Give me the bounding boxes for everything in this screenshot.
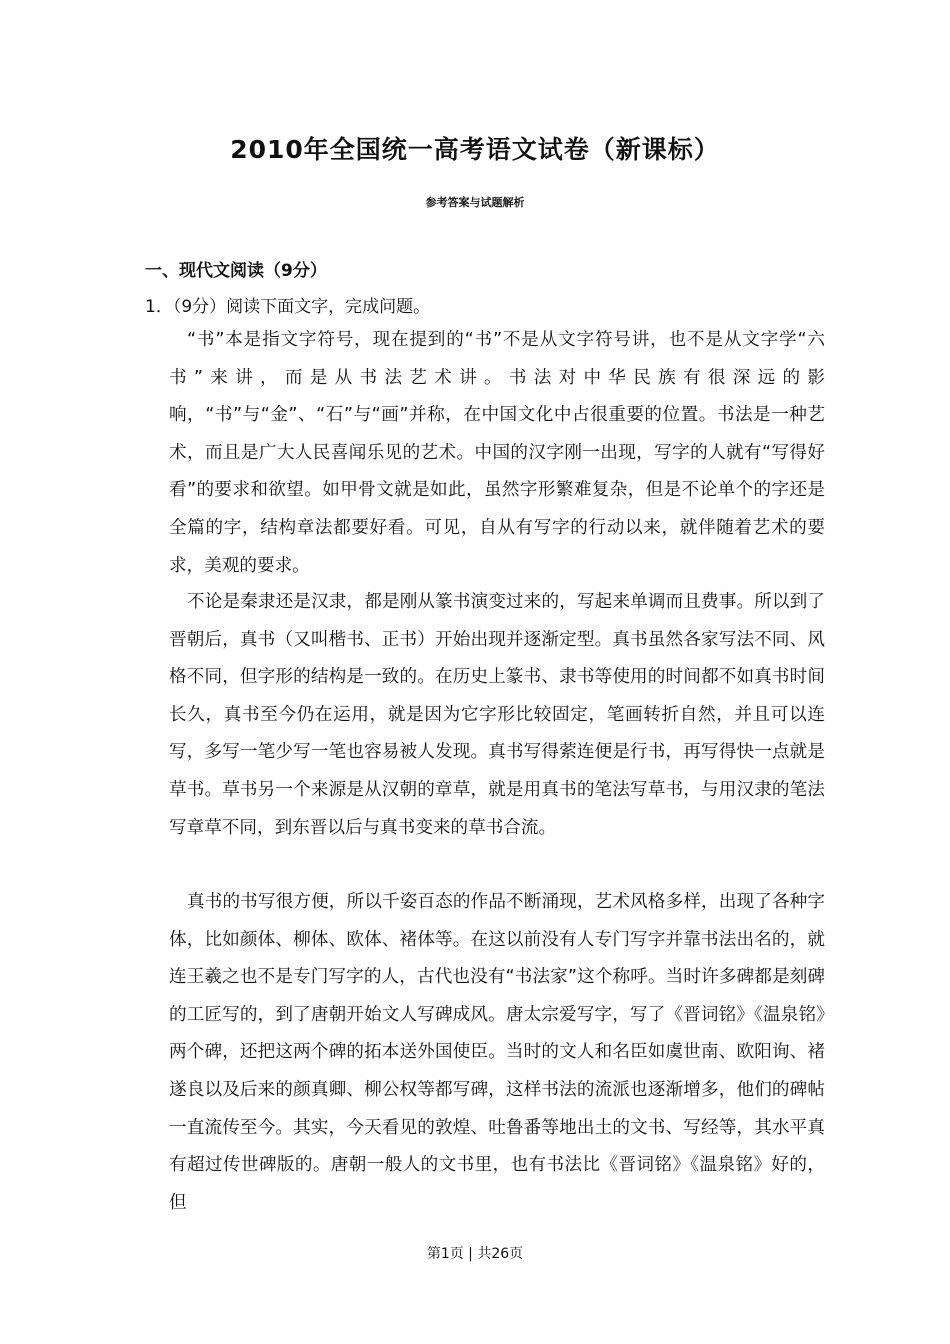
- document-subtitle: 参考答案与试题解析: [425, 196, 525, 209]
- page-footer: 第1页 | 共26页: [426, 1246, 524, 1262]
- passage-paragraph-1: “书”本是指文字符号，现在提到的“书”不是从文字符号讲，也不是从文字学“六书”来讲，而是从书法艺术讲。书法对中华民族有很深远的影响，“书”与“金”、“石”与“画”并称，在中国文化中占很重要的位置。书法是一种艺术，而且是广大人民喜闻乐见的艺术。中国的汉字刚一出现，写字的人就有“写得好看”的要求和欲望。如甲骨文就是如此，虽然字形繁难复杂，但是不论单个的字还是全篇的字，结构章法都要好看。可见，自从有写字的行动以来，就伴随着艺术的要求，美观的要求。: [169, 330, 825, 576]
- passage-paragraph-3: 真书的书写很方便，所以千姿百态的作品不断涌现，艺术风格多样，出现了各种字体，比如颜体、柳体、欧体、褚体等。在这以前没有人专门写字并靠书法出名的，就连王羲之也不是专门写字的人，古代也没有“书法家”这个称呼。当时许多碑都是刻碑的工匠写的，到了唐朝开始文人写碑成风。唐太宗爱写字，写了《晋词铭》《温泉铭》两个碑，还把这两个碑的拓本送外国使臣。当时的文人和名臣如虞世南、欧阳询、褚遂良以及后来的颜真卿、柳公权等都写碑，这样书法的流派也逐渐增多，他们的碑帖一直流传至今。其实，今天看见的敦煌、吐鲁番等地出土的文书、写经等，其水平真有超过传世碑版的。唐朝一般人的文书里，也有书法比《晋词铭》《温泉铭》好的，但: [169, 892, 825, 1213]
- document-title: 2010年全国统一高考语文试卷（新课标）: [230, 135, 720, 164]
- passage-paragraph-2: 不论是秦隶还是汉隶，都是刚从篆书演变过来的，写起来单调而且费事。所以到了晋朝后，真书（又叫楷书、正书）开始出现并逐渐定型。真书虽然各家写法不同、风格不同，但字形的结构是一致的。在历史上篆书、隶书等使用的时间都不如真书时间长久，真书至今仍在运用，就是因为它字形比较固定，笔画转折自然，并且可以连写，多写一笔少写一笔也容易被人发现。真书写得萦连便是行书，再写得快一点就是草书。草书另一个来源是从汉朝的章草，就是用真书的笔法写草书，与用汉隶的笔法写章草不同，到东晋以后与真书变来的草书合流。: [169, 592, 825, 838]
- question-prompt: 1．（9分）阅读下面文字，完成问题。: [145, 297, 431, 317]
- section-heading: 一、现代文阅读（9分）: [145, 261, 327, 281]
